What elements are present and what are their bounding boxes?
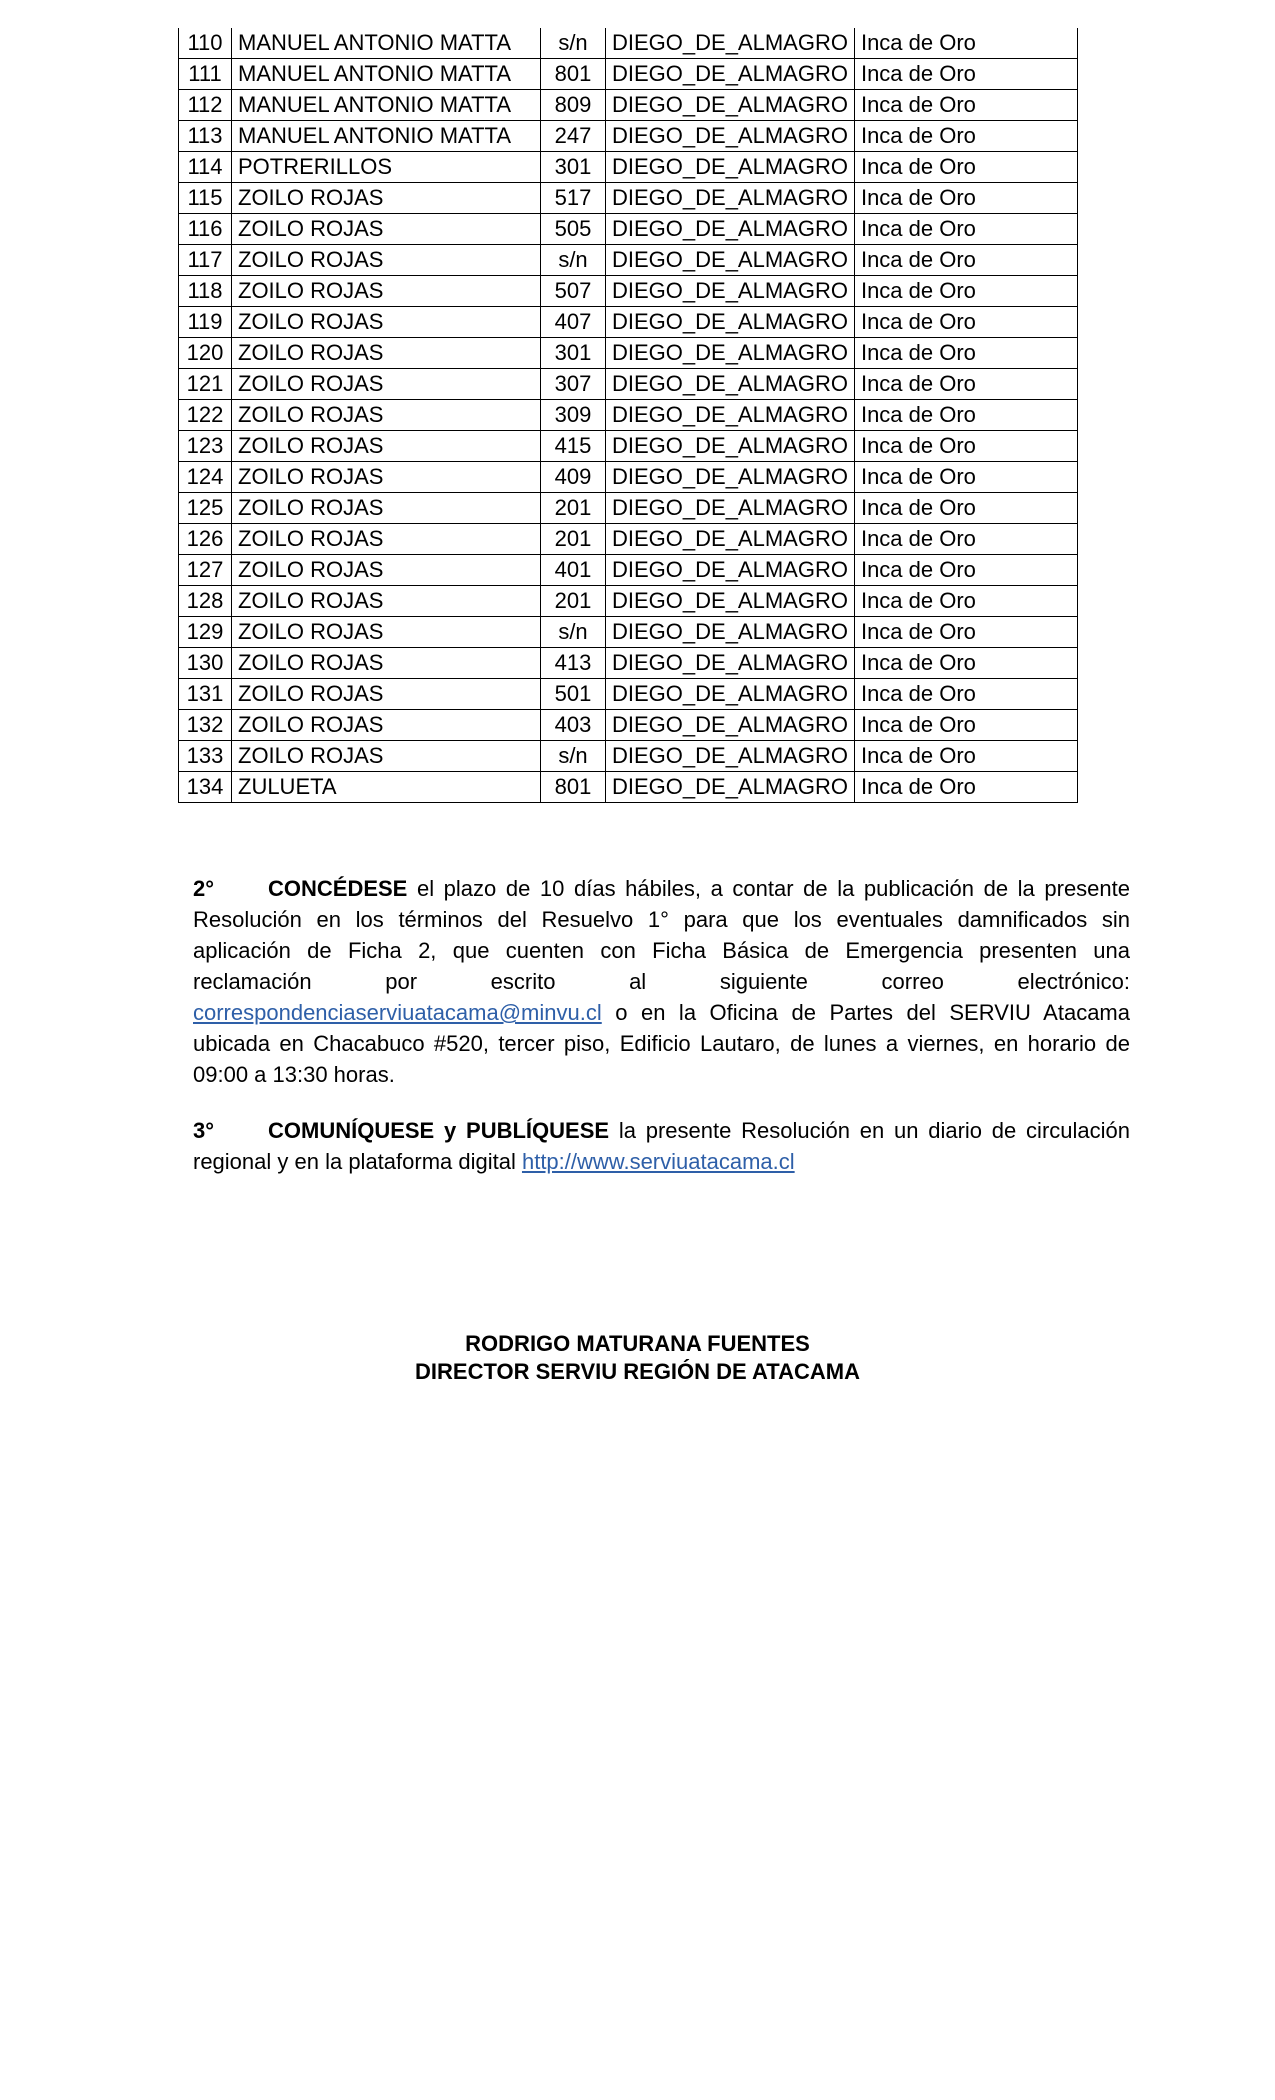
- address-table: [178, 28, 1078, 803]
- commune-cell: DIEGO_DE_ALMAGRO: [606, 493, 855, 524]
- row-number-cell: 127: [179, 555, 232, 586]
- row-number-cell: 122: [179, 400, 232, 431]
- street-cell: ZOILO ROJAS: [232, 648, 541, 679]
- commune-cell: DIEGO_DE_ALMAGRO: [606, 59, 855, 90]
- house-number-cell: s/n: [541, 245, 606, 276]
- locality-cell: Inca de Oro: [854, 400, 1077, 431]
- locality-cell: Inca de Oro: [854, 90, 1077, 121]
- table-row: [179, 586, 1078, 617]
- signatory-name: RODRIGO MATURANA FUENTES: [465, 1331, 810, 1356]
- table-row: [179, 772, 1078, 803]
- row-number-cell: 120: [179, 338, 232, 369]
- row-number-cell: 117: [179, 245, 232, 276]
- table-row: [179, 431, 1078, 462]
- street-cell: MANUEL ANTONIO MATTA: [232, 90, 541, 121]
- table-row: [179, 400, 1078, 431]
- house-number-cell: 403: [541, 710, 606, 741]
- house-number-cell: 247: [541, 121, 606, 152]
- locality-cell: Inca de Oro: [854, 493, 1077, 524]
- street-cell: ZOILO ROJAS: [232, 431, 541, 462]
- commune-cell: DIEGO_DE_ALMAGRO: [606, 400, 855, 431]
- street-cell: MANUEL ANTONIO MATTA: [232, 28, 541, 59]
- locality-cell: Inca de Oro: [854, 741, 1077, 772]
- house-number-cell: 301: [541, 338, 606, 369]
- house-number-cell: 501: [541, 679, 606, 710]
- commune-cell: DIEGO_DE_ALMAGRO: [606, 679, 855, 710]
- row-number-cell: 119: [179, 307, 232, 338]
- house-number-cell: 507: [541, 276, 606, 307]
- street-cell: ZOILO ROJAS: [232, 276, 541, 307]
- commune-cell: DIEGO_DE_ALMAGRO: [606, 245, 855, 276]
- row-number-cell: 118: [179, 276, 232, 307]
- street-cell: ZOILO ROJAS: [232, 183, 541, 214]
- locality-cell: Inca de Oro: [854, 214, 1077, 245]
- house-number-cell: 409: [541, 462, 606, 493]
- house-number-cell: 301: [541, 152, 606, 183]
- row-number-cell: 111: [179, 59, 232, 90]
- house-number-cell: s/n: [541, 617, 606, 648]
- table-row: [179, 28, 1078, 59]
- table-row: [179, 121, 1078, 152]
- house-number-cell: 307: [541, 369, 606, 400]
- row-number-cell: 124: [179, 462, 232, 493]
- row-number-cell: 129: [179, 617, 232, 648]
- row-number-cell: 130: [179, 648, 232, 679]
- table-row: [179, 741, 1078, 772]
- locality-cell: Inca de Oro: [854, 679, 1077, 710]
- street-cell: ZOILO ROJAS: [232, 555, 541, 586]
- commune-cell: DIEGO_DE_ALMAGRO: [606, 28, 855, 59]
- website-link[interactable]: http://www.serviuatacama.cl: [521, 1149, 795, 1174]
- table-row: [179, 338, 1078, 369]
- row-number-cell: 114: [179, 152, 232, 183]
- table-row: [179, 183, 1078, 214]
- table-row: [179, 245, 1078, 276]
- street-cell: ZOILO ROJAS: [232, 369, 541, 400]
- email-link[interactable]: correspondenciaserviuatacama@minvu.cl: [193, 1000, 602, 1025]
- commune-cell: DIEGO_DE_ALMAGRO: [606, 276, 855, 307]
- row-number-cell: 128: [179, 586, 232, 617]
- commune-cell: DIEGO_DE_ALMAGRO: [606, 617, 855, 648]
- table-row: [179, 493, 1078, 524]
- commune-cell: DIEGO_DE_ALMAGRO: [606, 710, 855, 741]
- table-row: [179, 214, 1078, 245]
- row-number-cell: 126: [179, 524, 232, 555]
- table-row: [179, 710, 1078, 741]
- locality-cell: Inca de Oro: [854, 462, 1077, 493]
- house-number-cell: 809: [541, 90, 606, 121]
- house-number-cell: s/n: [541, 28, 606, 59]
- locality-cell: Inca de Oro: [854, 586, 1077, 617]
- table-row: [179, 369, 1078, 400]
- house-number-cell: 407: [541, 307, 606, 338]
- locality-cell: Inca de Oro: [854, 307, 1077, 338]
- street-cell: ZOILO ROJAS: [232, 617, 541, 648]
- street-cell: ZOILO ROJAS: [232, 524, 541, 555]
- house-number-cell: 505: [541, 214, 606, 245]
- commune-cell: DIEGO_DE_ALMAGRO: [606, 772, 855, 803]
- locality-cell: Inca de Oro: [854, 152, 1077, 183]
- street-cell: MANUEL ANTONIO MATTA: [232, 121, 541, 152]
- commune-cell: DIEGO_DE_ALMAGRO: [606, 648, 855, 679]
- house-number-cell: 517: [541, 183, 606, 214]
- row-number-cell: 132: [179, 710, 232, 741]
- table-row: [179, 152, 1078, 183]
- commune-cell: DIEGO_DE_ALMAGRO: [606, 524, 855, 555]
- house-number-cell: 201: [541, 493, 606, 524]
- commune-cell: DIEGO_DE_ALMAGRO: [606, 555, 855, 586]
- table-row: [179, 617, 1078, 648]
- paragraph-3-number: 3°: [193, 1118, 215, 1143]
- table-row: [179, 679, 1078, 710]
- house-number-cell: 801: [541, 772, 606, 803]
- locality-cell: Inca de Oro: [854, 338, 1077, 369]
- row-number-cell: 115: [179, 183, 232, 214]
- house-number-cell: 201: [541, 586, 606, 617]
- locality-cell: Inca de Oro: [854, 121, 1077, 152]
- street-cell: ZOILO ROJAS: [232, 741, 541, 772]
- locality-cell: Inca de Oro: [854, 245, 1077, 276]
- commune-cell: DIEGO_DE_ALMAGRO: [606, 431, 855, 462]
- locality-cell: Inca de Oro: [854, 617, 1077, 648]
- row-number-cell: 133: [179, 741, 232, 772]
- commune-cell: DIEGO_DE_ALMAGRO: [606, 152, 855, 183]
- street-cell: MANUEL ANTONIO MATTA: [232, 59, 541, 90]
- paragraph-2-number: 2°: [193, 876, 215, 901]
- locality-cell: Inca de Oro: [854, 710, 1077, 741]
- commune-cell: DIEGO_DE_ALMAGRO: [606, 369, 855, 400]
- street-cell: ZOILO ROJAS: [232, 679, 541, 710]
- paragraph-2-text-end: o en la Oficina de Partes del SERVIU Atacama ubicada en Chacabuco #520, tercer piso, Edificio Lautaro, de lunes a viernes, en horario de 09:00 a 13:30 horas.: [193, 1000, 1130, 1087]
- commune-cell: DIEGO_DE_ALMAGRO: [606, 214, 855, 245]
- table-row: [179, 276, 1078, 307]
- house-number-cell: 201: [541, 524, 606, 555]
- paragraph-3: [193, 1115, 1130, 1177]
- locality-cell: Inca de Oro: [854, 555, 1077, 586]
- table-row: [179, 90, 1078, 121]
- commune-cell: DIEGO_DE_ALMAGRO: [606, 338, 855, 369]
- row-number-cell: 131: [179, 679, 232, 710]
- table-row: [179, 555, 1078, 586]
- paragraph-3-verb: COMUNÍQUESE y PUBLÍQUESE: [268, 1118, 610, 1143]
- locality-cell: Inca de Oro: [854, 431, 1077, 462]
- row-number-cell: 112: [179, 90, 232, 121]
- row-number-cell: 121: [179, 369, 232, 400]
- commune-cell: DIEGO_DE_ALMAGRO: [606, 307, 855, 338]
- address-table-body: [179, 28, 1078, 803]
- locality-cell: Inca de Oro: [854, 648, 1077, 679]
- paragraph-2-verb: CONCÉDESE: [268, 876, 408, 901]
- house-number-cell: 401: [541, 555, 606, 586]
- house-number-cell: s/n: [541, 741, 606, 772]
- signature-block: [0, 1330, 1275, 1386]
- street-cell: ZOILO ROJAS: [232, 400, 541, 431]
- house-number-cell: 801: [541, 59, 606, 90]
- table-row: [179, 648, 1078, 679]
- commune-cell: DIEGO_DE_ALMAGRO: [606, 741, 855, 772]
- street-cell: ZOILO ROJAS: [232, 586, 541, 617]
- commune-cell: DIEGO_DE_ALMAGRO: [606, 183, 855, 214]
- row-number-cell: 116: [179, 214, 232, 245]
- house-number-cell: 415: [541, 431, 606, 462]
- signatory-title: DIRECTOR SERVIU REGIÓN DE ATACAMA: [415, 1359, 860, 1384]
- locality-cell: Inca de Oro: [854, 524, 1077, 555]
- row-number-cell: 110: [179, 28, 232, 59]
- commune-cell: DIEGO_DE_ALMAGRO: [606, 586, 855, 617]
- row-number-cell: 123: [179, 431, 232, 462]
- locality-cell: Inca de Oro: [854, 369, 1077, 400]
- locality-cell: Inca de Oro: [854, 276, 1077, 307]
- locality-cell: Inca de Oro: [854, 772, 1077, 803]
- paragraph-3-text: la presente Resolución en un diario de circulación regional y en la plataforma digital: [193, 1118, 1130, 1174]
- paragraph-2: [193, 873, 1130, 1090]
- table-row: [179, 462, 1078, 493]
- locality-cell: Inca de Oro: [854, 183, 1077, 214]
- commune-cell: DIEGO_DE_ALMAGRO: [606, 121, 855, 152]
- street-cell: ZOILO ROJAS: [232, 493, 541, 524]
- row-number-cell: 134: [179, 772, 232, 803]
- street-cell: ZOILO ROJAS: [232, 214, 541, 245]
- table-row: [179, 59, 1078, 90]
- street-cell: ZOILO ROJAS: [232, 307, 541, 338]
- table-row: [179, 524, 1078, 555]
- street-cell: POTRERILLOS: [232, 152, 541, 183]
- commune-cell: DIEGO_DE_ALMAGRO: [606, 90, 855, 121]
- street-cell: ZOILO ROJAS: [232, 338, 541, 369]
- house-number-cell: 309: [541, 400, 606, 431]
- street-cell: ZULUETA: [232, 772, 541, 803]
- street-cell: ZOILO ROJAS: [232, 710, 541, 741]
- house-number-cell: 413: [541, 648, 606, 679]
- street-cell: ZOILO ROJAS: [232, 462, 541, 493]
- row-number-cell: 125: [179, 493, 232, 524]
- street-cell: ZOILO ROJAS: [232, 245, 541, 276]
- row-number-cell: 113: [179, 121, 232, 152]
- locality-cell: Inca de Oro: [854, 59, 1077, 90]
- paragraph-2-text: el plazo de 10 días hábiles, a contar de la publicación de la presente Resolución en los términos del Resuelvo 1° para que los eventuales damnificados sin aplicación de Ficha 2, que cuenten con Ficha Básica de Emergencia presenten una reclamación por escrito al siguiente correo electrónico:: [193, 876, 1130, 994]
- locality-cell: Inca de Oro: [854, 28, 1077, 59]
- commune-cell: DIEGO_DE_ALMAGRO: [606, 462, 855, 493]
- table-row: [179, 307, 1078, 338]
